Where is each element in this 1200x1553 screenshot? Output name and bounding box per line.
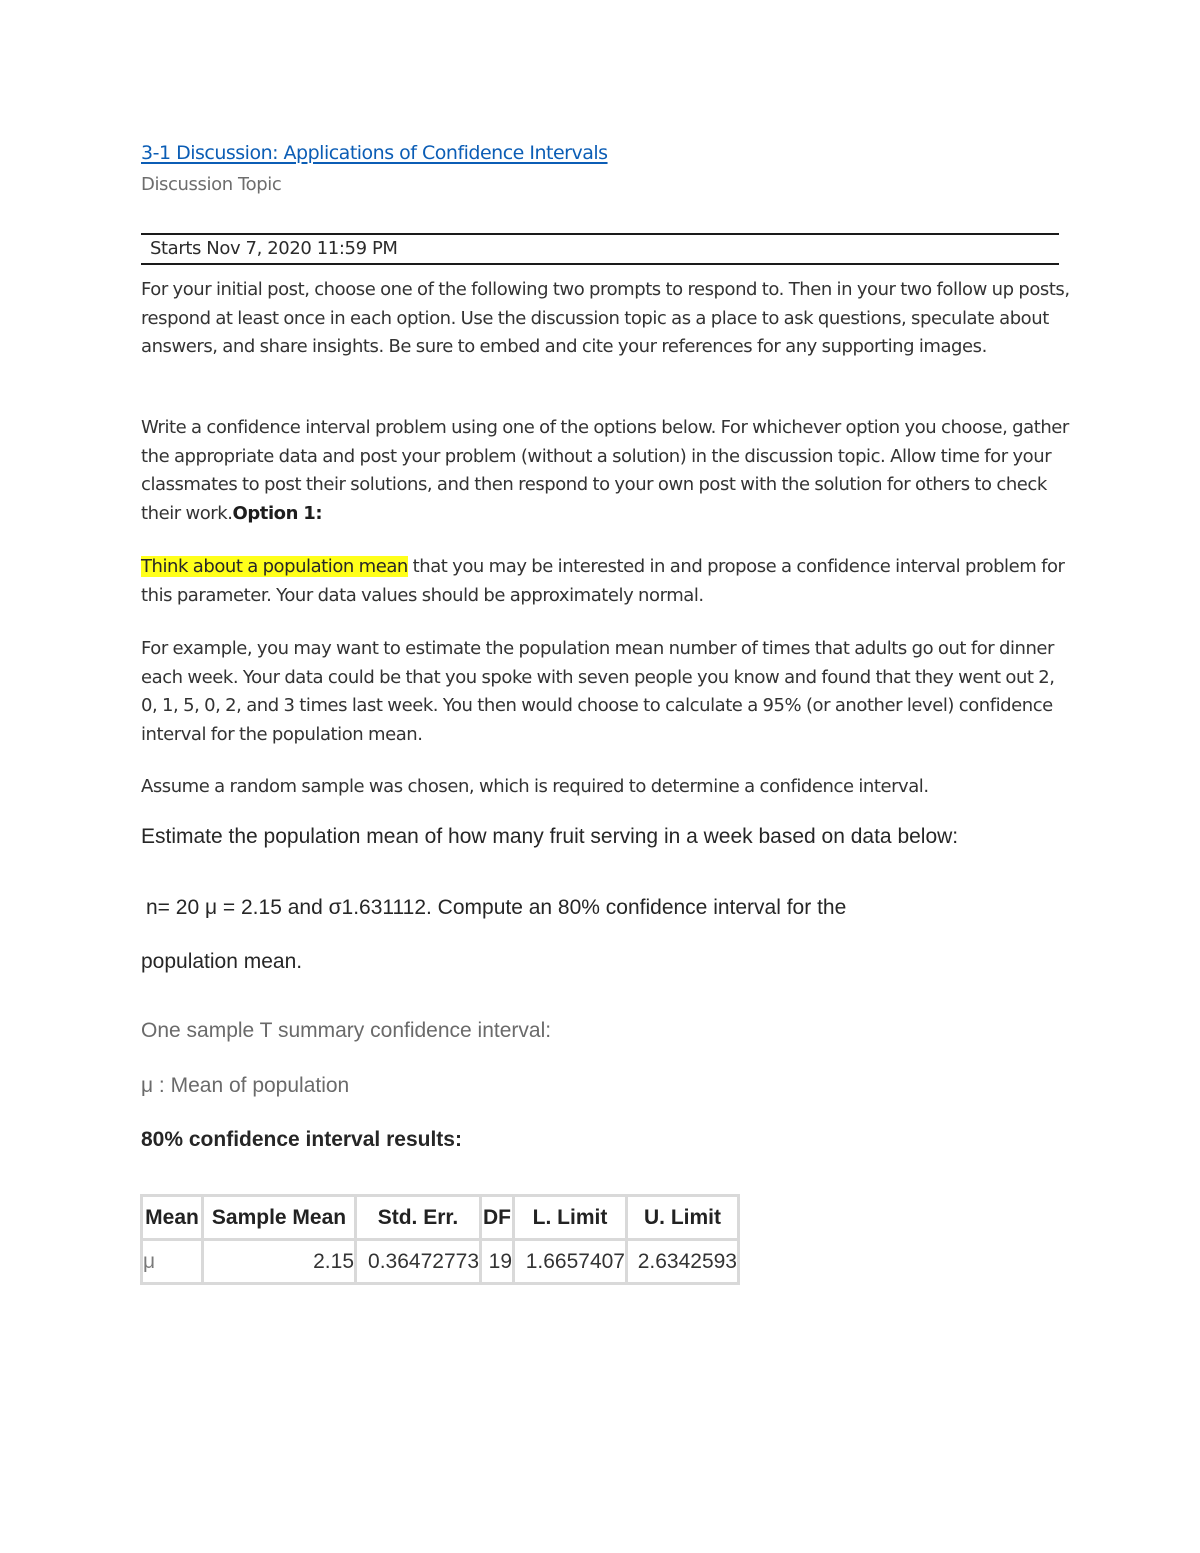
table-header-cell: L. Limit [514,1196,627,1240]
table-cell: μ [142,1240,203,1284]
prompt-paragraph-2-text: Write a confidence interval problem using one of the options below. For whichever option you choose, gather the appropriate data and post your problem (without a solution) in the discussion topic. Allow time for your classmates to post their solutions, and then respond to your own post with the solution for others to check their work. [141,417,1069,524]
table-cell: 19 [481,1240,514,1284]
results-table [140,1194,740,1285]
table-header-cell: U. Limit [627,1196,739,1240]
answer-line-3: population mean. [141,950,303,973]
table-header-cell: DF [481,1196,514,1240]
table-header-cell: Mean [142,1196,203,1240]
prompt-paragraph-5: Assume a random sample was chosen, which is required to determine a confidence interval. [141,776,929,797]
discussion-subtitle: Discussion Topic [141,174,282,195]
answer-line-1: Estimate the population mean of how many fruit serving in a week based on data below: [141,825,959,848]
table-header-cell: Std. Err. [356,1196,481,1240]
prompt-paragraph-2 [141,414,1071,528]
top-rule [141,233,1059,235]
table-cell: 1.6657407 [514,1240,627,1284]
answer-line-2: n= 20 μ = 2.15 and σ1.631112. Compute an 80% confidence interval for the [146,896,847,919]
bottom-rule [141,263,1059,265]
answer-line-5: μ : Mean of population [141,1074,350,1097]
answer-line-4: One sample T summary confidence interval: [141,1019,552,1042]
option-1-label: Option 1: [232,502,323,524]
prompt-paragraph-3-text: that you may be interested in and propose a confidence interval problem for this parameter. Your data values should be approximately normal. [141,556,1065,606]
table-cell: 2.6342593 [627,1240,739,1284]
table-cell: 2.15 [203,1240,356,1284]
highlighted-text: Think about a population mean [141,556,408,577]
prompt-paragraph-4: For example, you may want to estimate the population mean number of times that adults go out for dinner each week. Your data could be that you spoke with seven people you know and found that they went out 2, 0, 1, 5, 0, 2, and 3 times last week. You then would choose to calculate a 95% (or another level) confidence interval for the population mean. [141,638,1055,745]
discussion-title-link[interactable]: 3-1 Discussion: Applications of Confidence Intervals [141,142,608,164]
start-date: Starts Nov 7, 2020 11:59 PM [150,238,398,259]
table-header-cell: Sample Mean [203,1196,356,1240]
table-row [142,1240,739,1284]
table-header-row [142,1196,739,1240]
prompt-paragraph-1: For your initial post, choose one of the following two prompts to respond to. Then in your two follow up posts, respond at least once in each option. Use the discussion topic as a place to ask questions, speculate about answers, and share insights. Be sure to embed and cite your references for any supporting images. [141,279,1070,357]
prompt-paragraph-3 [141,553,1071,610]
table-cell: 0.36472773 [356,1240,481,1284]
results-heading: 80% confidence interval results: [141,1128,462,1151]
